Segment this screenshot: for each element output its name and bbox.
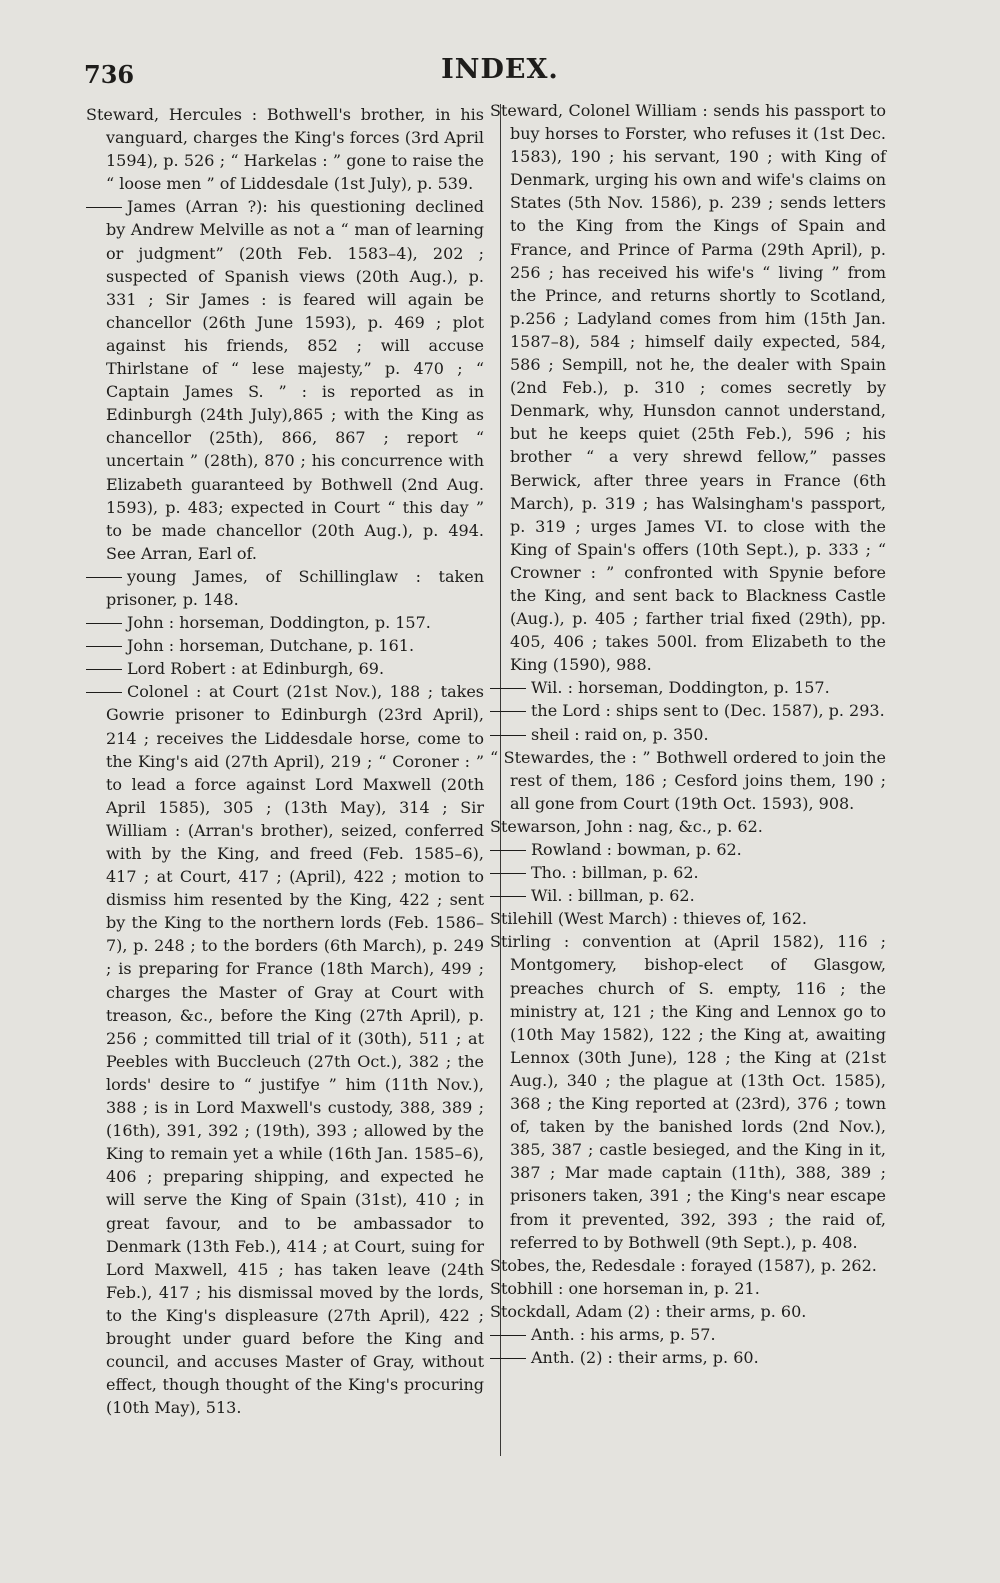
ditto-dash: [86, 623, 122, 624]
index-column-left: [86, 103, 484, 1419]
index-entry: [490, 930, 886, 1253]
entry-text: “ Stewardes, the : ” Bothwell ordered to join the rest of them, 186 ; Cesford joins them, 190 ; all gone from Court (19th Oct. 1593), 908.: [490, 747, 886, 813]
entry-text: Wil. : billman, p. 62.: [531, 886, 695, 906]
entry-text: Steward, Colonel William : sends his passport to buy horses to Forster, who refuses it (1st Dec. 1583), 190 ; his servant, 190 ; with King of Denmark, urging his own and wife's claims on States (5th Nov. 1586), p. 239 ; sends letters to the King from the Kings of Spain and France, and Prince of Parma (29th April), p. 256 ; has received his wife's “ living ” from the Prince, and returns shortly to Scotland, p.256 ; Ladyland comes from him (15th Jan. 1587–8), 584 ; himself daily expected, 584, 586 ; Sempill, not he, the dealer with Spain (2nd Feb.), p. 310 ; comes secretly by Denmark, why, Hunsdon cannot understand, but he keeps quiet (25th Feb.), 596 ; his brother “ a very shrewd fellow,” passes Berwick, after three years in France (6th March), p. 319 ; has Walsingham's passport, p. 319 ; urges James VI. to close with the King of Spain's offers (10th Sept.), p. 333 ; “ Crowner : ” confronted with Spynie before the King, and sent back to Blackness Castle (Aug.), p. 405 ; farther trial fixed (29th), pp. 405, 406 ; takes 500l. from Elizabeth to the King (1590), 988.: [490, 101, 886, 675]
index-entry: [490, 1300, 886, 1323]
ditto-dash: [86, 646, 122, 647]
entry-text: Stilehill (West March) : thieves of, 162.: [490, 909, 807, 929]
index-subentry: [490, 1346, 886, 1369]
ditto-dash: [490, 850, 526, 851]
index-subentry: [490, 699, 886, 722]
entry-text: Stobhill : one horseman in, p. 21.: [490, 1278, 760, 1298]
ditto-dash: [490, 711, 526, 712]
index-subentry: [490, 1323, 886, 1346]
entry-text: Stockdall, Adam (2) : their arms, p. 60.: [490, 1301, 807, 1321]
index-column-right: [490, 99, 886, 1369]
ditto-dash: [86, 577, 122, 578]
entry-text: Anth. (2) : their arms, p. 60.: [531, 1348, 759, 1368]
ditto-dash: [86, 207, 122, 208]
page-number: 736: [84, 60, 135, 89]
entry-text: Tho. : billman, p. 62.: [531, 863, 699, 883]
running-head-title: INDEX.: [441, 54, 559, 85]
entry-text: Rowland : bowman, p. 62.: [531, 840, 742, 859]
ditto-dash: [490, 735, 526, 736]
entry-text: John : horseman, Dutchane, p. 161.: [127, 636, 415, 656]
index-subentry: [86, 680, 484, 1419]
index-subentry: [86, 634, 484, 657]
index-subentry: [86, 565, 484, 611]
index-subentry: [86, 195, 484, 565]
index-subentry: [490, 861, 886, 884]
entry-text: Anth. : his arms, p. 57.: [531, 1324, 716, 1344]
ditto-dash: [490, 688, 526, 689]
entry-text: Stirling : convention at (April 1582), 116 ; Montgomery, bishop-elect of Glasgow, preaches church of S. empty, 116 ; the ministry at, 121 ; the King and Lennox go to (10th May 1582), 122 ; the King at, awaiting Lennox (30th June), 128 ; the King at (21st Aug.), 340 ; the plague at (13th Oct. 1585), 368 ; the King reported at (23rd), 376 ; town of, taken by the banished lords (2nd Nov.), 385, 387 ; castle besieged, and the King in it, 387 ; Mar made captain (11th), 388, 389 ; prisoners taken, 391 ; the King's near escape from it prevented, 392, 393 ; the raid of, referred to by Bothwell (9th Sept.), p. 408.: [490, 932, 886, 1252]
index-entry: [490, 907, 886, 930]
entry-text: Wil. : horseman, Doddington, p. 157.: [531, 678, 830, 698]
ditto-dash: [86, 669, 122, 670]
entry-text: Stobes, the, Redesdale : forayed (1587), p. 262.: [490, 1255, 877, 1275]
index-entry: [490, 815, 886, 838]
entry-text: Stewarson, John : nag, &c., p. 62.: [490, 816, 763, 836]
index-entry: [86, 103, 484, 195]
ditto-dash: [490, 873, 526, 874]
index-entry: [490, 746, 886, 815]
index-subentry: [86, 611, 484, 634]
index-entry: [490, 1254, 886, 1277]
ditto-dash: [490, 896, 526, 897]
index-subentry: [490, 723, 886, 746]
entry-text: Steward, Hercules : Bothwell's brother, in his vanguard, charges the King's forces (3rd April 1594), p. 526 ; “ Harkelas : ” gone to raise the “ loose men ” of Liddesdale (1st July), p. 539.: [86, 105, 484, 194]
entry-text: Lord Robert : at Edinburgh, 69.: [127, 659, 385, 679]
entry-text: James (Arran ?): his questioning declined by Andrew Melville as not a “ man of learning or judgment” (20th Feb. 1583–4), 202 ; suspected of Spanish views (20th Aug.), p. 331 ; Sir James : is feared will again be chancellor (26th June 1593), p. 469 ; plot against his friends, 852 ; will accuse Thirlstane of “ lese majesty,” p. 470 ; “ Captain James S. ” : is reported as in Edinburgh (24th July),865 ; with the King as chancellor (25th), 866, 867 ; report “ uncertain ” (28th), 870 ; his concurrence with Elizabeth guaranteed by Bothwell (2nd Aug. 1593), p. 483; expected in Court “ this day ” to be made chancellor (20th Aug.), p. 494. See Arran, Earl of.: [106, 197, 484, 563]
ditto-dash: [490, 1335, 526, 1336]
index-entry: [490, 1277, 886, 1300]
index-subentry: [86, 657, 484, 680]
index-entry: [490, 99, 886, 676]
index-subentry: [490, 676, 886, 699]
entry-text: the Lord : ships sent to (Dec. 1587), p. 293.: [531, 701, 885, 721]
ditto-dash: [86, 692, 122, 693]
index-subentry: [490, 838, 886, 861]
entry-text: sheil : raid on, p. 350.: [531, 724, 709, 744]
ditto-dash: [490, 1358, 526, 1359]
entry-text: young James, of Schillinglaw : taken prisoner, p. 148.: [106, 566, 484, 609]
index-subentry: [490, 884, 886, 907]
entry-text: John : horseman, Doddington, p. 157.: [127, 613, 431, 633]
entry-text: Colonel : at Court (21st Nov.), 188 ; takes Gowrie prisoner to Edinburgh (23rd April), 214 ; receives the Liddesdale horse, come to the King's aid (27th April), 219 ; “ Coroner : ” to lead a force against Lord Maxwell (20th April 1585), 305 ; (13th May), 314 ; Sir William : (Arran's brother), seized, conferred with by the King, and freed (Feb. 1585–6), 417 ; at Court, 417 ; (April), 422 ; motion to dismiss him resented by the King, 422 ; sent by the King to the northern lords (Feb. 1586–7), p. 248 ; to the borders (6th March), p. 249 ; is preparing for France (18th March), 499 ; charges the Master of Gray at Court with treason, &c., before the King (27th April), p. 256 ; committed till trial of it (30th), 511 ; at Peebles with Buccleuch (27th Oct.), 382 ; the lords' desire to “ justifye ” him (11th Nov.), 388 ; is in Lord Maxwell's custody, 388, 389 ; (16th), 391, 392 ; (19th), 393 ; allowed by the King to remain yet a while (16th Jan. 1585–6), 406 ; preparing shipping, and expected he will serve the King of Spain (31st), 410 ; in great favour, and to be ambassador to Denmark (13th Feb.), 414 ; at Court, suing for Lord Maxwell, 415 ; has taken leave (24th Feb.), 417 ; his dismissal moved by the lords, to the King's displeasure (27th April), 422 ; brought under guard before the King and council, and accuses Master of Gray, without effect, though thought of the King's procuring (10th May), 513.: [106, 682, 484, 1418]
